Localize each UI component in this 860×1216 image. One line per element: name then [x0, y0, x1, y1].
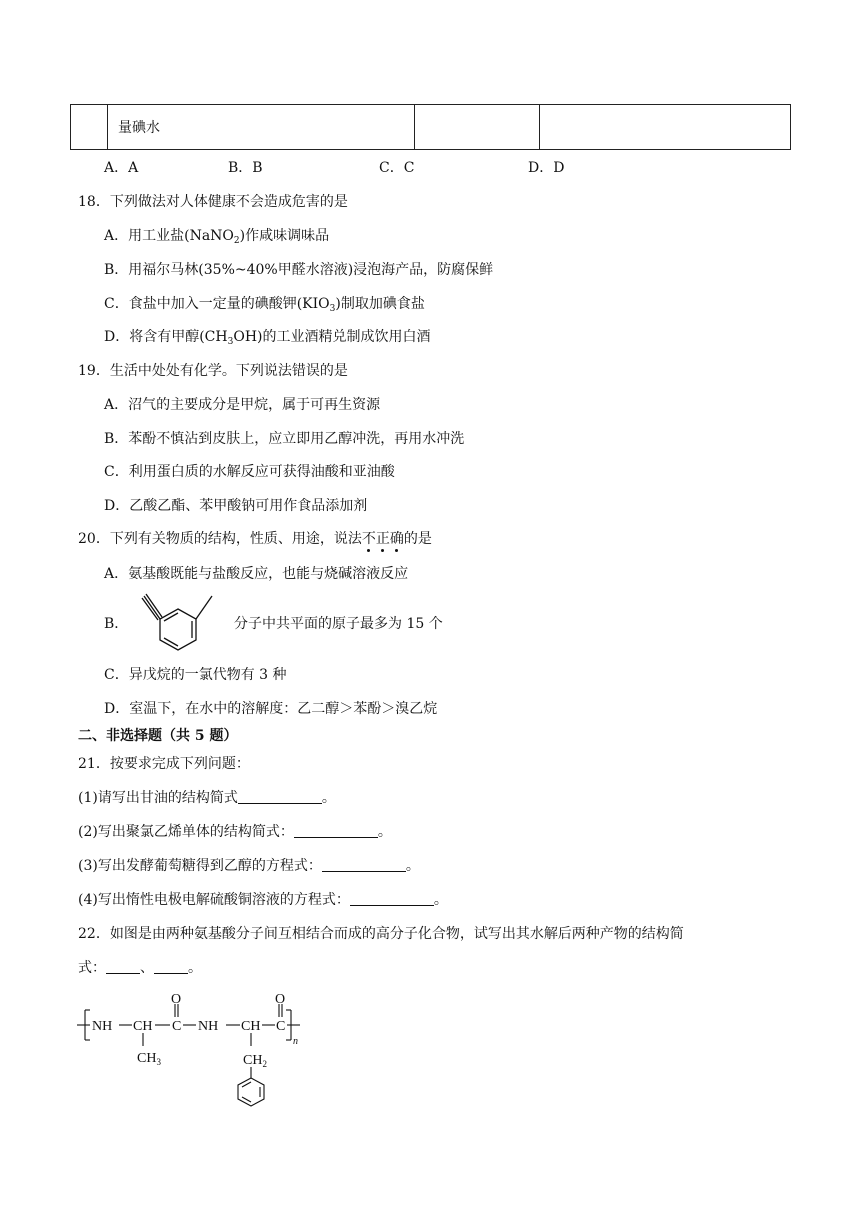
q21-part-4: (4)写出惰性电极电解硫酸铜溶液的方程式： 。 — [78, 892, 448, 908]
q18-option-a: A．用工业盐(NaNO$_2$)作咸味调味品 — [104, 228, 330, 246]
oxygen-label: O — [275, 992, 286, 1007]
q19-option-d: D．乙酸乙酯、苯甲酸钠可用作食品添加剂 — [104, 498, 368, 514]
q20-option-c: C．异戊烷的一氯代物有 3 种 — [104, 667, 287, 683]
q18-option-d: D．将含有甲醇$(CH_3OH)$的工业酒精兑制成饮用白酒 — [104, 329, 431, 347]
question-22-line-1: 22．如图是由两种氨基酸分子间互相结合而成的高分子化合物，试写出其水解后两种产物的结构简 — [78, 926, 684, 942]
answer-blank — [294, 823, 378, 838]
q19-option-c: C．利用蛋白质的水解反应可获得油酸和亚油酸 — [104, 464, 395, 480]
table-cell: 量碘水 — [108, 105, 415, 150]
oxygen-label: O — [171, 992, 182, 1007]
emphasis-char: 确 — [390, 531, 404, 547]
option-b: B．B — [228, 160, 263, 176]
q20-option-d: D．室温下，在水中的溶解度：乙二醇＞苯酚＞溴乙烷 — [104, 701, 438, 717]
nh-label: NH — [198, 1019, 219, 1034]
answer-blank — [154, 959, 188, 974]
answer-blank — [350, 891, 434, 906]
question-18-stem: 18．下列做法对人体健康不会造成危害的是 — [78, 194, 348, 210]
table-row — [71, 105, 791, 150]
carbon-label: C — [172, 1019, 182, 1034]
question-22-line-2: 式： 、 。 — [78, 960, 202, 976]
q20-option-b-label: B． — [104, 616, 129, 632]
option-d: D．D — [528, 160, 565, 176]
question-19-stem: 19．生活中处处有化学。下列说法错误的是 — [78, 363, 348, 379]
ethynyl-toluene-structure — [132, 590, 228, 662]
ch-label: CH — [241, 1019, 261, 1034]
q18-option-b: B．用福尔马林(35%~40%甲醛水溶液)浸泡海产品，防腐保鲜 — [104, 262, 494, 278]
q18-option-c: C．食盐中加入一定量的碘酸钾$(KIO_3)$制取加碘食盐 — [104, 296, 425, 314]
question-21-stem: 21．按要求完成下列问题： — [78, 756, 250, 772]
question-20-stem: 20．下列有关物质的结构，性质、用途，说法不 正 确 的是 — [78, 529, 432, 549]
q20-option-b-text: 分子中共平面的原子最多为 15 个 — [234, 616, 443, 632]
q20-option-a: A．氨基酸既能与盐酸反应，也能与烧碱溶液反应 — [104, 566, 409, 582]
table-cell — [71, 105, 108, 150]
option-c: C．C — [379, 160, 415, 176]
table-cell — [540, 105, 791, 150]
q19-option-b: B．苯酚不慎沾到皮肤上，应立即用乙醇冲洗，再用水冲洗 — [104, 431, 465, 447]
answer-blank — [238, 789, 322, 804]
emphasis-char: 正 — [376, 531, 390, 547]
methyl-label: $CH_3$ — [137, 1051, 161, 1067]
q21-part-3: (3)写出发酵葡萄糖得到乙醇的方程式： 。 — [78, 858, 420, 874]
answer-blank — [322, 857, 406, 872]
nh-label: NH — [92, 1019, 113, 1034]
q21-part-2: (2)写出聚氯乙烯单体的结构简式： 。 — [78, 824, 392, 840]
methylene-label: $CH_2$ — [243, 1053, 267, 1069]
q19-option-a: A．沼气的主要成分是甲烷，属于可再生资源 — [104, 397, 381, 413]
repeat-n-label: n — [293, 1036, 298, 1047]
section-heading: 二、非选择题（共 5 题） — [78, 728, 238, 744]
carbon-label: C — [276, 1019, 286, 1034]
answer-table — [70, 104, 791, 150]
table-cell — [415, 105, 540, 150]
q21-part-1: (1)请写出甘油的结构简式 。 — [78, 790, 336, 806]
emphasis-char: 不 — [362, 531, 376, 547]
ch-label: CH — [133, 1019, 153, 1034]
option-a: A．A — [104, 160, 139, 176]
answer-blank — [106, 959, 140, 974]
polypeptide-structure — [76, 988, 326, 1112]
